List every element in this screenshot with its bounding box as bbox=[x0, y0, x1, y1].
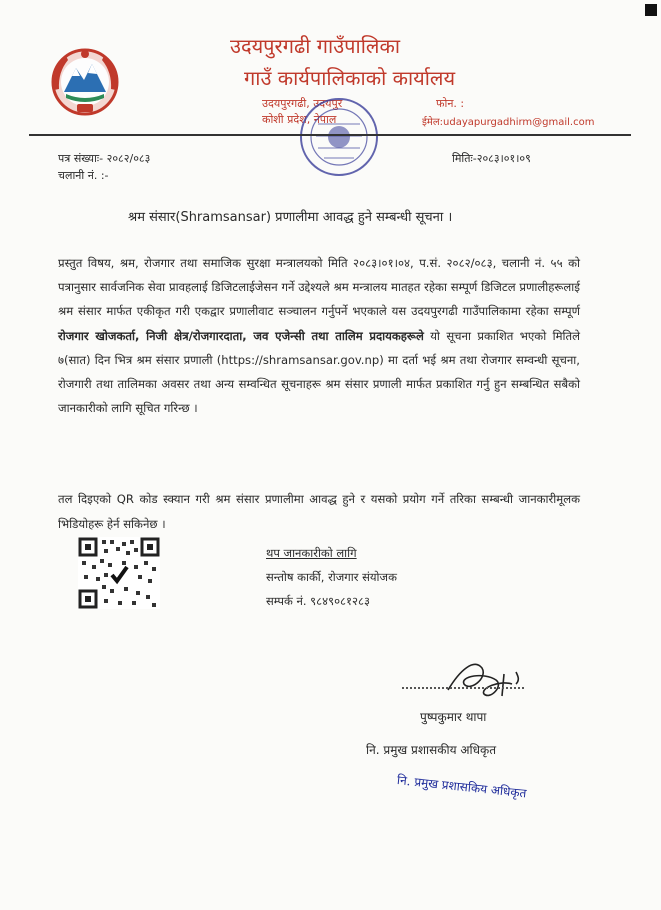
office-stamp-icon bbox=[296, 94, 382, 180]
office-subtitle: गाउँ कार्यपालिकाको कार्यालय bbox=[244, 66, 456, 90]
office-name: उदयपुरगढी गाउँपालिका bbox=[230, 34, 400, 58]
phone-label: फोन. : bbox=[436, 97, 465, 110]
body-paragraph-1-bold: रोजगार खोजकर्ता, निजी क्षेत्र/रोजगारदाता, जव एजेन्सी तथा तालिम प्रदायकहरूले bbox=[58, 328, 424, 343]
signer-title: नि. प्रमुख प्रशासकीय अधिकृत bbox=[366, 743, 497, 757]
official-seal-text: नि. प्रमुख प्रशासकिय अधिकृत bbox=[396, 772, 528, 801]
nepal-emblem-icon bbox=[46, 42, 124, 120]
email-label: ईमेल: bbox=[422, 117, 444, 128]
contact-phone: सम्पर्क नं. ९८४९०८१२८३ bbox=[266, 594, 370, 608]
letter-date: मितिः-२०८३।०१।०९ bbox=[452, 152, 531, 165]
signature-line bbox=[402, 687, 524, 689]
body-paragraph-2: तल दिइएको QR कोड स्क्यान गरी श्रम संसार प्रणालीमा आवद्ध हुने र यसको प्रयोग गर्ने तरिका सम्बन्धी जानकारीमूलक भिडियोहरू हेर्न सकिनेछ । bbox=[58, 492, 580, 531]
email-line bbox=[422, 114, 594, 128]
dispatch-number: चलानी नं. :- bbox=[58, 169, 109, 182]
header-divider bbox=[29, 134, 631, 136]
contact-name: सन्तोष कार्की, रोजगार संयोजक bbox=[266, 570, 397, 584]
signer-name: पुष्पकुमार थापा bbox=[420, 710, 487, 724]
email-address: udayapurgadhirm@gmail.com bbox=[443, 117, 595, 128]
body-paragraph-1-b: यो सूचना प्रकाशित भएको मितिले ७(सात) दिन भित्र श्रम संसार प्रणाली (https://shramsansar.gov.np) मा दर्ता भई श्रम तथा रोजगार सम्वन्धी सूचना, रोजगारी तथा तालिमका अवसर तथा अन्य सम्वन्धित सूचनाहरू श्रम संसार प्रणाली मार्फत प्रकाशित गर्नु हुन सम्बन्धित सबैको जानकारीको लागि सूचित गरिन्छ । bbox=[58, 328, 580, 416]
address-line-2: कोशी प्रदेश, नेपाल bbox=[262, 113, 337, 126]
signature-icon bbox=[430, 650, 540, 710]
reference-number: पत्र संख्याः- २०८२/०८३ bbox=[58, 152, 151, 165]
qr-code-icon[interactable] bbox=[78, 537, 160, 609]
body-paragraph-1 bbox=[58, 251, 580, 420]
corner-mark bbox=[645, 4, 657, 16]
address-line-1: उदयपुरगढी, उदयपुर bbox=[262, 97, 343, 110]
subject-line: श्रम संसार(Shramsansar) प्रणालीमा आवद्ध हुने सम्बन्धी सूचना । bbox=[128, 210, 453, 225]
body-paragraph-1-a: प्रस्तुत विषय, श्रम, रोजगार तथा समाजिक सुरक्षा मन्त्रालयको मिति २०८३।०१।०४, प.सं. २०८२/०८३, चलानी नं. ५५ को पत्रानुसार सार्वजनिक सेवा प्रावहलाई डिजिटलाईजेसन गर्ने उद्देश्यले श्रम मन्त्रालय मातहत रहेका सम्पूर्ण डिजिटल प्रणालीहरूलाई श्रम संसार मार्फत एकीकृत गरी एकद्वार प्रणालीवाट सञ्चालन गर्नुपर्ने भएकाले यस उदयपुरगढी गाउँपालिकामा रहेका सम्पूर्ण bbox=[58, 256, 580, 319]
more-info-heading: थप जानकारीको लागि bbox=[266, 546, 357, 560]
